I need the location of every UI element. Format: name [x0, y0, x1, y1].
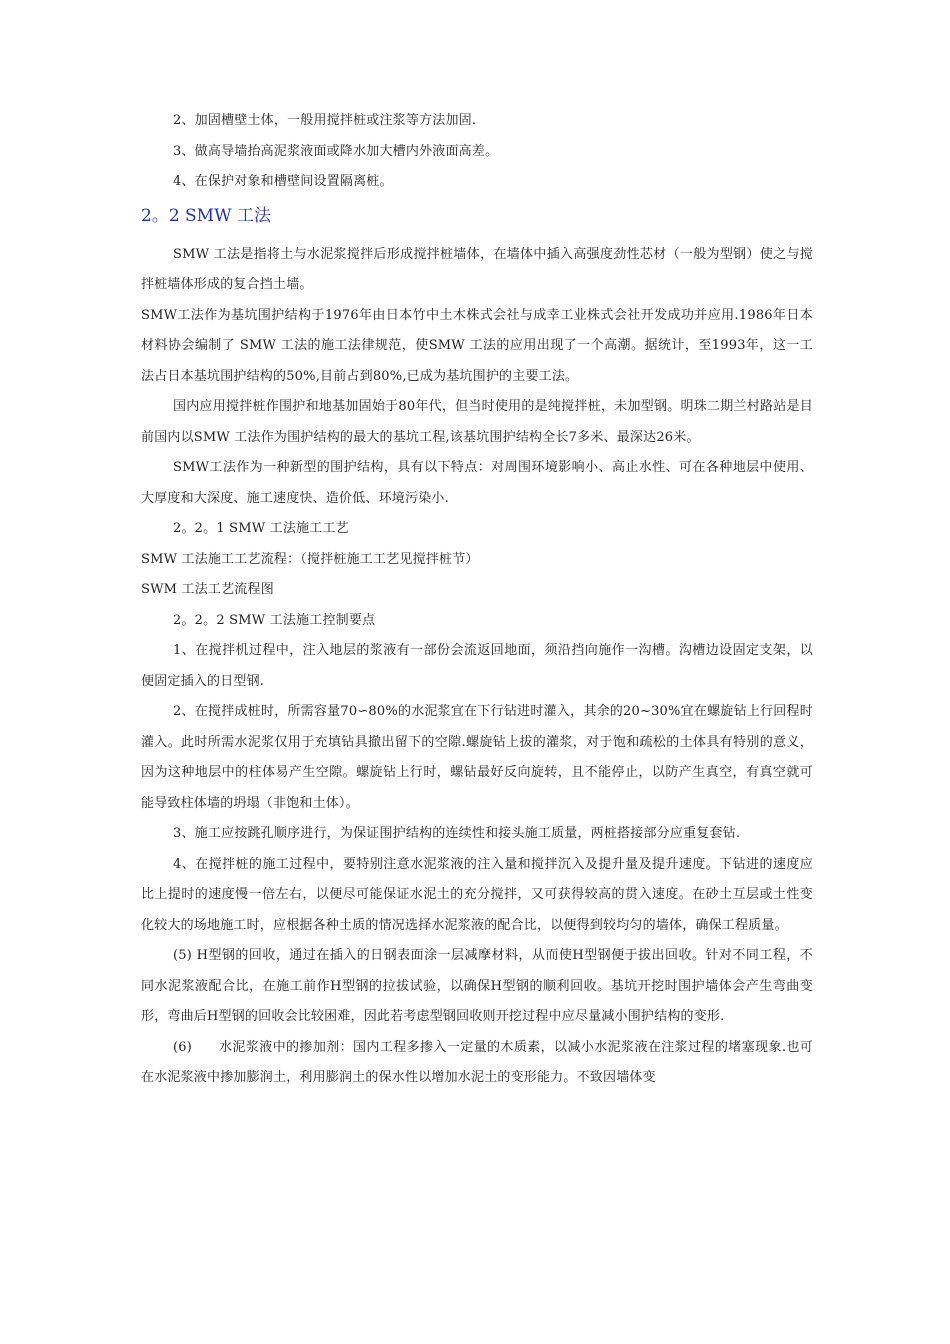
- paragraph-control-point-2: 2、在搅拌成桩时，所需容量70∽80%的水泥浆宜在下行钻进时灌入，其余的20~30%宜在螺旋钻上行回程时灌入。此时所需水泥浆仅用于充填钻具撤出留下的空隙.螺旋钻上拔的灌浆，对于饱和疏松的土体具有特别的意义，因为这种地层中的柱体易产生空隙。螺旋钻上行时，螺钻最好反向旋转，且不能停止，以防产生真空，有真空就可能导致柱体墙的坍塌（非饱和土体）。: [141, 704, 813, 811]
- paragraph-smw-definition: SMW 工法是指将土与水泥浆搅拌后形成搅拌桩墙体，在墙体中插入高强度劲性芯材（一般为型钢）使之与搅拌桩墙体形成的复合挡土墙。: [141, 246, 813, 292]
- paragraph-reinforce-soil: 2、加固槽壁土体，一般用搅拌桩或注浆等方法加固.: [173, 113, 477, 128]
- paragraph-smw-features: SMW工法作为一种新型的围护结构，具有以下特点：对周围环境影响小、高止水性、可在各种地层中使用、大厚度和大深度、施工速度快、造价低、环境污染小.: [141, 460, 813, 506]
- document-body: [141, 106, 813, 1094]
- paragraph-control-point-1: 1、在搅拌机过程中，注入地层的浆液有一部份会流返回地面，须沿挡向施作一沟槽。沟槽边设固定支架，以便固定插入的日型钢.: [141, 643, 813, 689]
- section-heading-smw: 2。2 SMW 工法: [141, 205, 271, 226]
- paragraph-control-point-3: 3、施工应按跳孔顺序进行，为保证围护结构的连续性和接头施工质量，两桩搭接部分应重复套钻.: [173, 826, 741, 841]
- paragraph-smw-history: SMW工法作为基坑围护结构于1976年由日本竹中土木株式会社与成幸工业株式会社开发成功并应用.1986年日本材料协会编制了 SMW 工法的施工法律规范，使SMW 工法的应用出现了一个高潮。据统计，至1993年，这一工法占日本基坑围护结构的50%,目前占到80%,已成为基坑围护的主要工法。: [141, 307, 813, 384]
- paragraph-control-point-6: (6) 水泥浆液中的掺加剂：国内工程多掺入一定量的木质素，以减小水泥浆液在注浆过程的堵塞现象.也可在水泥浆液中掺加膨润土，利用膨润土的保水性以增加水泥土的变形能力。不致因墙体变: [141, 1039, 813, 1085]
- subheading-control-points: 2。2。2 SMW 工法施工控制要点: [173, 612, 376, 628]
- paragraph-control-point-4: 4、在搅拌桩的施工过程中，要特别注意水泥浆液的注入量和搅拌沉入及提升量及提升速度。下钻进的速度应比上提时的速度慢一倍左右，以便尽可能保证水泥土的充分搅拌，又可获得较高的贯入速度。在砂土互层或土性变化较大的场地施工时，应根据各种土质的情况选择水泥浆液的配合比，以便得到较均匀的墙体，确保工程质量。: [141, 856, 813, 933]
- paragraph-domestic-application: 国内应用搅拌桩作围护和地基加固始于80年代，但当时使用的是纯搅拌桩，未加型钢。明珠二期兰村路站是目前国内以SMW 工法作为围护结构的最大的基坑工程,该基坑围护结构全长7多米、最深达26米。: [141, 399, 813, 445]
- subheading-construction-process: 2。2。1 SMW 工法施工工艺: [173, 521, 349, 536]
- paragraph-flow-chart-caption: SWM 工法工艺流程图: [141, 582, 274, 597]
- paragraph-raise-guide-wall: 3、做高导墙抬高泥浆液面或降水加大槽内外液面高差。: [173, 143, 499, 159]
- paragraph-control-point-5: (5) H型钢的回收，通过在插入的日钢表面涂一层减摩材料，从而使H型钢便于拔出回收。针对不同工程，不同水泥浆液配合比，在施工前作H型钢的拉拔试验，以确保H型钢的顺利回收。基坑开挖时围护墙体会产生弯曲变形，弯曲后H型钢的回收会比较困难，因此若考虑型钢回收则开挖过程中应尽量减小围护结构的变形.: [141, 948, 813, 1024]
- paragraph-process-flow: SMW 工法施工工艺流程：（搅拌桩施工工艺见搅拌桩节）: [141, 551, 479, 567]
- paragraph-isolation-piles: 4、在保护对象和槽壁间设置隔离桩。: [173, 174, 393, 189]
